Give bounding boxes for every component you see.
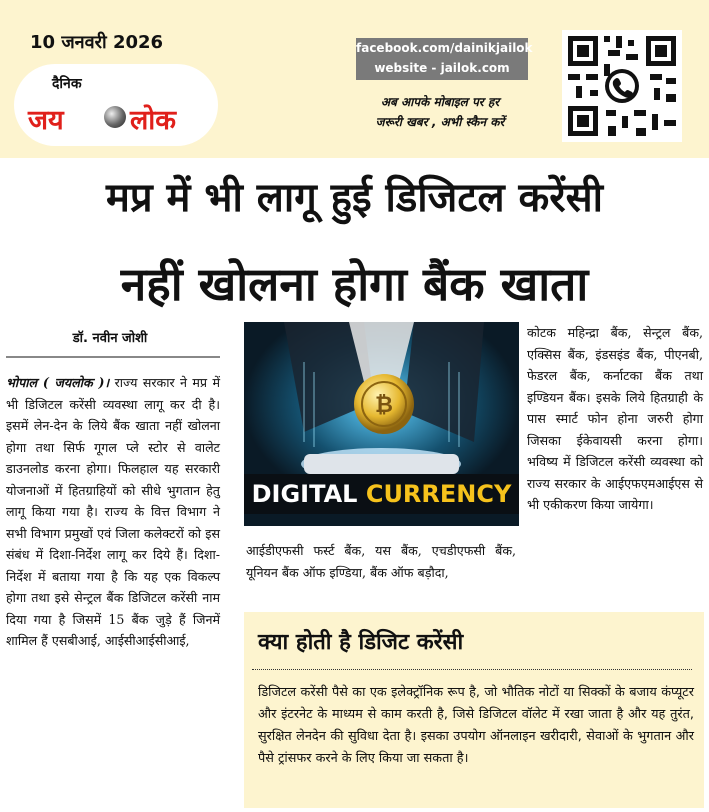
headline-secondary: नहीं खोलना होगा बैंक खाता	[120, 257, 589, 311]
tagline-line-1: अब आपके मोबाइल पर हर	[380, 95, 500, 109]
article-photo	[244, 322, 519, 526]
edition-date: 10 जनवरी 2026	[30, 32, 164, 53]
info-box-title: क्या होती है डिजिट करेंसी	[258, 630, 464, 655]
caption-digital: DIGITAL	[251, 480, 358, 508]
article-column-2: आईडीएफसी फर्स्ट बैंक, यस बैंक, एचडीएफसी बैंक, यूनियन बैंक ऑफ इण्डिया, बैंक ऑफ बड़ौदा,	[246, 543, 516, 580]
qr-code-icon[interactable]	[562, 30, 682, 142]
article-column-3: कोटक महिन्द्रा बैंक, सेन्ट्रल बैंक, एक्सिस बैंक, इंडसइंड बैंक, पीएनबी, फेडरल बैंक, कर्नाटका बैंक तथा इण्डियन बैंक। इसके लिये हितग्राही के पास स्मार्ट फोन होना जरुरी होगा जिसका ईकेवायसी करना होगा। भविष्य में डिजिटल करेंसी व्यवस्था को राज्य सरकार के आईएफएमआईएस से भी एकीकरण किया जायेगा।	[527, 325, 703, 512]
scan-tagline	[340, 92, 540, 132]
image-caption	[244, 474, 519, 514]
globe-icon	[104, 106, 126, 128]
social-links-box[interactable]	[356, 38, 533, 80]
info-box-text: डिजिटल करेंसी पैसे का एक इलेक्ट्रॉनिक रूप है, जो भौतिक नोटों या सिक्कों के बजाय कंप्यूटर और इंटरनेट के माध्यम से काम करती है, जिसे डिजिटल वॉलेट में रखा जाता है और यह तुरंत, सुरक्षित लेनदेन की सुविधा देता है। इसका उपयोग ऑनलाइन खरीदारी, सेवाओं के भुगतान और पैसे ट्रांसफर करने के लिए किया जा सकता है।	[258, 685, 694, 766]
headline-primary: मप्र में भी लागू हुई डिजिटल करेंसी	[105, 175, 604, 221]
column-1-text: राज्य सरकार ने मप्र में भी डिजिटल करेंसी व्यवस्था लागू कर दी है। इसमें लेन-देन के लिये बैंक खाता नहीं खोलना होगा तथा सिर्फ गूगल प्ले स्टोर से वालेट डाउनलोड करना होगा। फिलहाल यह सरकारी योजनाओं में हितग्राहियों को सीधे भुगतान हेतु लागू किया गया है। राज्य के वित्त विभाग ने सभी विभाग प्रमुखों एवं जिला कलेक्टरों को इस संबंध में दिशा-निर्देश लागू कर दिये हैं। दिशा-निर्देश में बताया गया है कि यह एक विकल्प होगा तथा इसे सेन्ट्रल बैंक डिजिटल करेंसी नाम दिया गया है जिसमें 15 बैंक जुड़े हैं जिनमें शामिल हैं एसबीआई, आईसीआईसीआई,	[6, 375, 220, 648]
logo-word-left: जय	[28, 105, 64, 136]
svg-text:₿: ₿	[375, 393, 393, 418]
dateline: भोपाल ( जयलोक )।	[6, 375, 110, 390]
byline: डॉ. नवीन जोशी	[72, 331, 148, 346]
caption-currency: CURRENCY	[365, 480, 512, 508]
logo-small-text: दैनिक	[52, 76, 82, 92]
facebook-link[interactable]: facebook.com/dainikjailok	[356, 41, 533, 55]
logo-word-right: लोक	[130, 105, 177, 136]
byline-divider	[6, 356, 220, 358]
website-link[interactable]: website - jailok.com	[374, 61, 510, 75]
tagline-line-2: जरूरी खबर , अभी स्कैन करें	[375, 115, 505, 129]
info-box-divider	[252, 669, 692, 670]
article-column-1	[6, 372, 220, 652]
